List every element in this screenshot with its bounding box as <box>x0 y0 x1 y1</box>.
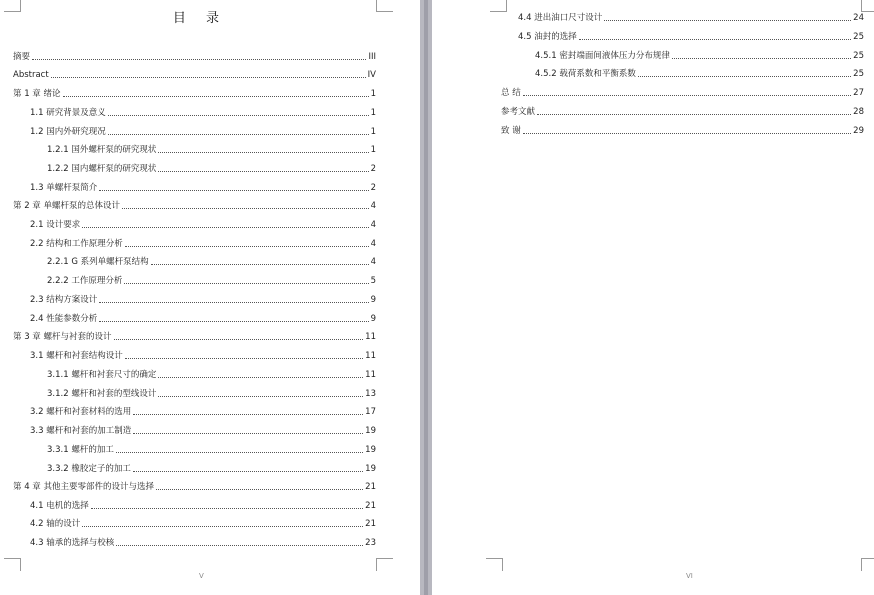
toc-entry[interactable] <box>13 51 376 63</box>
toc-leader <box>114 339 364 340</box>
toc-entry-page: 25 <box>853 32 864 42</box>
toc-entry-text: 3.3.1 螺杆的加工 <box>47 445 114 455</box>
toc-entry[interactable] <box>30 406 376 418</box>
toc-entry[interactable] <box>47 144 376 156</box>
toc-entry-text: 第 1 章 绪论 <box>13 89 61 99</box>
toc-entry-text: 第 4 章 其他主要零部件的设计与选择 <box>13 482 155 492</box>
toc-entry-page: 11 <box>365 370 376 380</box>
toc-entry-page: 2 <box>370 183 376 193</box>
toc-entry-text: 1.2.1 国外螺杆泵的研究现状 <box>47 145 157 155</box>
toc-leader <box>158 396 363 397</box>
toc-entry-page: 24 <box>853 13 864 23</box>
toc-leader <box>156 489 363 490</box>
toc-entry[interactable] <box>47 463 376 475</box>
toc-leader <box>99 190 368 191</box>
toc-entry-page: 19 <box>365 445 376 455</box>
crop-mark-top-left <box>490 0 507 12</box>
toc-entry-text: 3.3.2 橡胶定子的加工 <box>47 464 131 474</box>
toc-entry[interactable] <box>30 425 376 437</box>
toc-page-right <box>432 0 874 595</box>
toc-leader <box>672 58 851 59</box>
toc-leader <box>116 452 363 453</box>
toc-entry-page: 4 <box>370 220 376 230</box>
toc-entry[interactable] <box>47 369 376 381</box>
toc-entry-text: 2.2.2 工作原理分析 <box>47 276 123 286</box>
toc-entry-page: 25 <box>853 51 864 61</box>
toc-entry-page: 19 <box>365 464 376 474</box>
toc-page-left <box>0 0 420 595</box>
toc-entry-page: 11 <box>365 332 376 342</box>
toc-entry-text: 2.2.1 G 系列单螺杆泵结构 <box>47 257 149 267</box>
toc-leader <box>133 433 363 434</box>
toc-entry[interactable] <box>47 163 376 175</box>
toc-entry-text: 1.3 单螺杆泵简介 <box>30 183 98 193</box>
toc-entry-page: III <box>368 52 376 62</box>
toc-entry[interactable] <box>30 182 376 194</box>
toc-leader <box>579 39 851 40</box>
toc-leader <box>108 134 369 135</box>
toc-title: 目 录 <box>172 11 228 26</box>
toc-entry-text: 总 结 <box>501 88 521 98</box>
toc-entry-text: 1.2 国内外研究现况 <box>30 127 106 137</box>
toc-leader <box>151 264 369 265</box>
toc-entry-text: 4.3 轴承的选择与校核 <box>30 538 115 548</box>
toc-leader <box>638 76 851 77</box>
toc-entry-text: 4.4 进出油口尺寸设计 <box>518 13 603 23</box>
toc-entry-text: 3.1 螺杆和衬套结构设计 <box>30 351 123 361</box>
page-gutter <box>420 0 432 595</box>
toc-leader <box>99 321 368 322</box>
toc-entry-text: 第 3 章 螺杆与衬套的设计 <box>13 332 112 342</box>
toc-entry-page: 2 <box>370 164 376 174</box>
toc-entry[interactable] <box>501 87 864 99</box>
toc-entry-page: 25 <box>853 69 864 79</box>
toc-entry-text: 2.4 性能参数分析 <box>30 314 98 324</box>
toc-entry-text: 3.1.2 螺杆和衬套的型线设计 <box>47 389 157 399</box>
toc-entry-text: 致 谢 <box>501 126 521 136</box>
toc-leader <box>82 227 368 228</box>
toc-leader <box>51 77 366 78</box>
toc-entry-page: 1 <box>370 108 376 118</box>
toc-entry-text: 4.1 电机的选择 <box>30 501 89 511</box>
toc-leader <box>125 358 363 359</box>
toc-leader <box>523 95 851 96</box>
toc-leader <box>158 171 368 172</box>
toc-entry-page: 21 <box>365 501 376 511</box>
toc-entry-page: 27 <box>853 88 864 98</box>
toc-entry-text: 第 2 章 单螺杆泵的总体设计 <box>13 201 121 211</box>
toc-entry[interactable] <box>30 238 376 250</box>
toc-entry[interactable] <box>13 69 376 81</box>
toc-entry-page: 4 <box>370 239 376 249</box>
toc-entry[interactable] <box>30 294 376 306</box>
toc-entry[interactable] <box>501 125 864 137</box>
toc-entry-page: 13 <box>365 389 376 399</box>
toc-entry[interactable] <box>501 106 864 118</box>
toc-leader <box>133 471 363 472</box>
crop-mark-bottom-right <box>376 558 393 571</box>
crop-mark-bottom-left <box>486 558 503 571</box>
toc-entry-text: 4.5 油封的选择 <box>518 32 577 42</box>
toc-leader <box>116 545 363 546</box>
toc-leader <box>158 377 363 378</box>
toc-entry-page: 4 <box>370 257 376 267</box>
toc-entry-page: 4 <box>370 201 376 211</box>
toc-leader <box>122 208 369 209</box>
toc-entry[interactable] <box>47 256 376 268</box>
toc-entry-text: 1.2.2 国内螺杆泵的研究现状 <box>47 164 157 174</box>
toc-entry-page: 1 <box>370 89 376 99</box>
crop-mark-top-right <box>861 0 874 12</box>
toc-leader <box>32 59 366 60</box>
toc-entry[interactable] <box>30 107 376 119</box>
crop-mark-bottom-left <box>4 558 21 571</box>
toc-leader <box>523 133 851 134</box>
toc-entry-text: Abstract <box>13 70 49 80</box>
toc-entry[interactable] <box>535 50 864 62</box>
toc-entry-page: 9 <box>370 314 376 324</box>
toc-entry[interactable] <box>30 537 376 549</box>
toc-leader <box>99 302 368 303</box>
toc-entry-page: 11 <box>365 351 376 361</box>
toc-entry-page: 21 <box>365 482 376 492</box>
page-number-footer: V <box>199 572 204 580</box>
toc-entry[interactable] <box>30 313 376 325</box>
toc-leader <box>91 508 363 509</box>
toc-entry[interactable] <box>518 12 864 24</box>
toc-entry[interactable] <box>13 331 376 343</box>
toc-leader <box>125 246 369 247</box>
page-number-footer: VI <box>686 572 693 580</box>
gutter-line <box>424 0 428 595</box>
toc-entry-text: 3.1.1 螺杆和衬套尺寸的确定 <box>47 370 157 380</box>
toc-entry-text: 3.3 螺杆和衬套的加工制造 <box>30 426 132 436</box>
toc-entry-page: 21 <box>365 519 376 529</box>
toc-entry-page: 9 <box>370 295 376 305</box>
toc-entry-text: 摘要 <box>13 52 31 62</box>
toc-leader <box>604 20 851 21</box>
toc-entry-text: 2.2 结构和工作原理分析 <box>30 239 123 249</box>
toc-entry[interactable] <box>13 200 376 212</box>
toc-entry-text: 4.2 轴的设计 <box>30 519 81 529</box>
toc-leader <box>82 526 363 527</box>
toc-entry-page: 23 <box>365 538 376 548</box>
toc-entry-page: IV <box>367 70 376 80</box>
toc-leader <box>158 152 368 153</box>
toc-entry[interactable] <box>13 481 376 493</box>
toc-entry[interactable] <box>47 444 376 456</box>
toc-entry[interactable] <box>30 350 376 362</box>
toc-entry-page: 5 <box>370 276 376 286</box>
toc-entry[interactable] <box>47 388 376 400</box>
toc-entry-page: 19 <box>365 426 376 436</box>
toc-leader <box>108 115 369 116</box>
toc-entry[interactable] <box>30 518 376 530</box>
toc-entry-text: 3.2 螺杆和衬套材料的选用 <box>30 407 132 417</box>
toc-leader <box>133 414 363 415</box>
toc-entry[interactable] <box>30 500 376 512</box>
toc-entry[interactable] <box>47 275 376 287</box>
toc-entry-page: 1 <box>370 127 376 137</box>
toc-entry-page: 28 <box>853 107 864 117</box>
toc-entry-page: 1 <box>370 145 376 155</box>
toc-entry-text: 1.1 研究背景及意义 <box>30 108 106 118</box>
toc-entry[interactable] <box>30 126 376 138</box>
toc-entry-text: 2.3 结构方案设计 <box>30 295 98 305</box>
crop-mark-bottom-right <box>861 558 874 571</box>
toc-entry[interactable] <box>13 88 376 100</box>
toc-entry-text: 4.5.1 密封端面间液体压力分布规律 <box>535 51 670 61</box>
toc-entry-page: 17 <box>365 407 376 417</box>
toc-entry-text: 4.5.2 载荷系数和平衡系数 <box>535 69 636 79</box>
toc-entry-page: 29 <box>853 126 864 136</box>
toc-entry-text: 参考文献 <box>501 107 536 117</box>
toc-entry[interactable] <box>30 219 376 231</box>
toc-entry-text: 2.1 设计要求 <box>30 220 81 230</box>
toc-leader <box>63 96 369 97</box>
toc-leader <box>124 283 368 284</box>
toc-leader <box>537 114 851 115</box>
toc-entry[interactable] <box>535 68 864 80</box>
toc-entry[interactable] <box>518 31 864 43</box>
